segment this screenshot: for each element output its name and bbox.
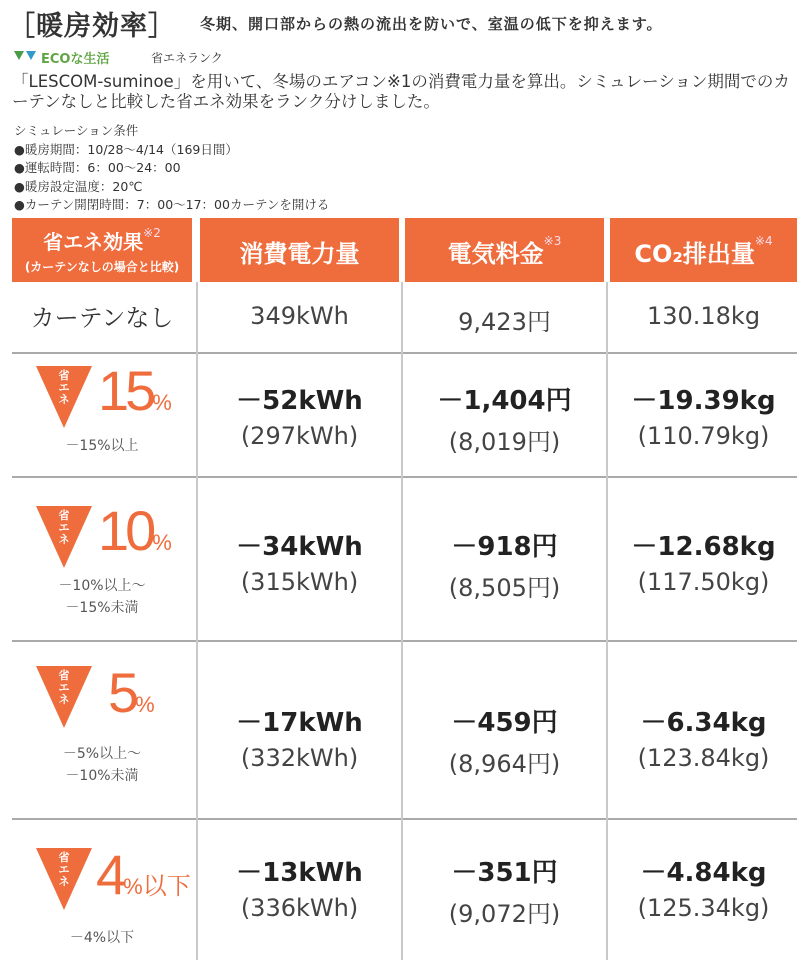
rank-note: －10%未満 [65,768,139,784]
table-row-rank-5 [12,642,797,818]
rank-unit: % [135,692,155,717]
condition-item: ●運転時間：6：00～24：00 [14,160,181,175]
footnote-mark: ※4 [754,234,773,248]
page-title: ［暖房効率］ [8,11,176,42]
rank-badge: 省エネ [58,509,70,546]
cost-diff: －918円 [451,532,558,562]
rank-number: 15 [98,359,153,422]
header-label: 電気料金 [447,240,544,268]
rank-note: －5%以上～ [62,746,142,762]
footnote-mark: ※3 [543,234,562,248]
table-row-rank-4 [12,820,797,960]
rank-note: －15%以上 [65,438,139,454]
condition-item: ●カーテン開閉時間：7：00～17：00カーテンを開ける [14,197,330,212]
column-divider [196,282,198,960]
eco-logo: ECOな生活 [41,52,110,67]
power-total: (315kWh) [240,568,359,596]
cost-diff: －351円 [451,858,558,888]
rank-note: －10%以上～ [58,578,146,594]
header-label: CO₂排出量 [634,240,755,268]
footnote-mark: ※2 [143,226,161,240]
power-diff: －17kWh [236,708,363,738]
rank-note: －4%以下 [69,930,135,946]
power-total: (332kWh) [240,744,359,772]
cost-diff: －1,404円 [437,386,572,416]
cost-total: (8,964円) [448,750,561,778]
baseline-label: カーテンなし [30,304,174,332]
rank-badge: 省エネ [58,369,70,406]
co2-total: (123.84kg) [637,744,770,772]
green-triangle-icon [14,51,24,60]
rank-suffix: 以下 [142,873,191,900]
rank-badge: 省エネ [58,669,70,706]
cost-total: (9,072円) [448,900,561,928]
rank-note: －15%未満 [65,600,139,616]
blue-triangle-icon [26,51,36,60]
cost-total: (8,019円) [448,428,561,456]
cost-total: (8,505円) [448,574,561,602]
rank-number: 10 [98,499,153,562]
table-header-row [12,218,797,282]
rank-unit: % [152,530,172,555]
baseline-cost: 9,423円 [458,308,551,336]
page-header [8,4,798,42]
header-cost [405,218,604,282]
header-label: 消費電力量 [239,240,360,268]
intro-text: 「LESCOM-suminoe」を用いて、冬場のエアコン※1の消費電力量を算出。シミュレーション期間でのカーテンなしと比較した省エネ効果をランク分けしました。 [12,72,790,111]
condition-item: ●暖房期間：10/28～4/14（169日間） [14,141,238,157]
co2-total: (125.34kg) [637,894,770,922]
power-diff: －52kWh [236,386,363,416]
header-sub: (カーテンなしの場合と比較) [24,260,180,274]
rank-number: 4 [96,843,124,906]
co2-diff: －12.68kg [631,532,776,562]
baseline-co2: 130.18kg [646,302,761,330]
rank-unit: % [152,390,172,415]
header-co2 [610,218,797,282]
co2-diff: －6.34kg [640,708,767,738]
power-total: (297kWh) [240,422,359,450]
header-effect [12,218,192,282]
page-description: 冬期、開口部からの熱の流出を防いで、室温の低下を抑えます。 [200,15,663,33]
co2-diff: －4.84kg [640,858,767,888]
simulation-conditions [14,122,329,215]
conditions-title: シミュレーション条件 [14,123,139,138]
rank-percent [108,660,155,725]
header-label: 省エネ効果 [43,230,144,254]
rank-number: 5 [108,661,136,724]
co2-total: (117.50kg) [637,568,770,596]
power-total: (336kWh) [240,894,359,922]
cost-diff: －459円 [451,708,558,738]
rank-percent [98,498,172,563]
rank-unit: % [123,874,143,899]
table-row-baseline [12,282,797,352]
table-row-rank-10 [12,478,797,640]
header-power [200,218,399,282]
power-diff: －34kWh [236,532,363,562]
rank-percent [96,842,191,907]
eco-rank-label: 省エネランク [151,51,223,65]
co2-diff: －19.39kg [631,386,776,416]
column-divider [401,282,403,960]
co2-total: (110.79kg) [637,422,770,450]
baseline-power: 349kWh [250,302,349,330]
power-diff: －13kWh [236,858,363,888]
condition-item: ●暖房設定温度：20℃ [14,178,143,194]
rank-percent [98,358,172,423]
column-divider [606,282,608,960]
rank-badge: 省エネ [58,851,70,888]
table-row-rank-15 [12,354,797,476]
